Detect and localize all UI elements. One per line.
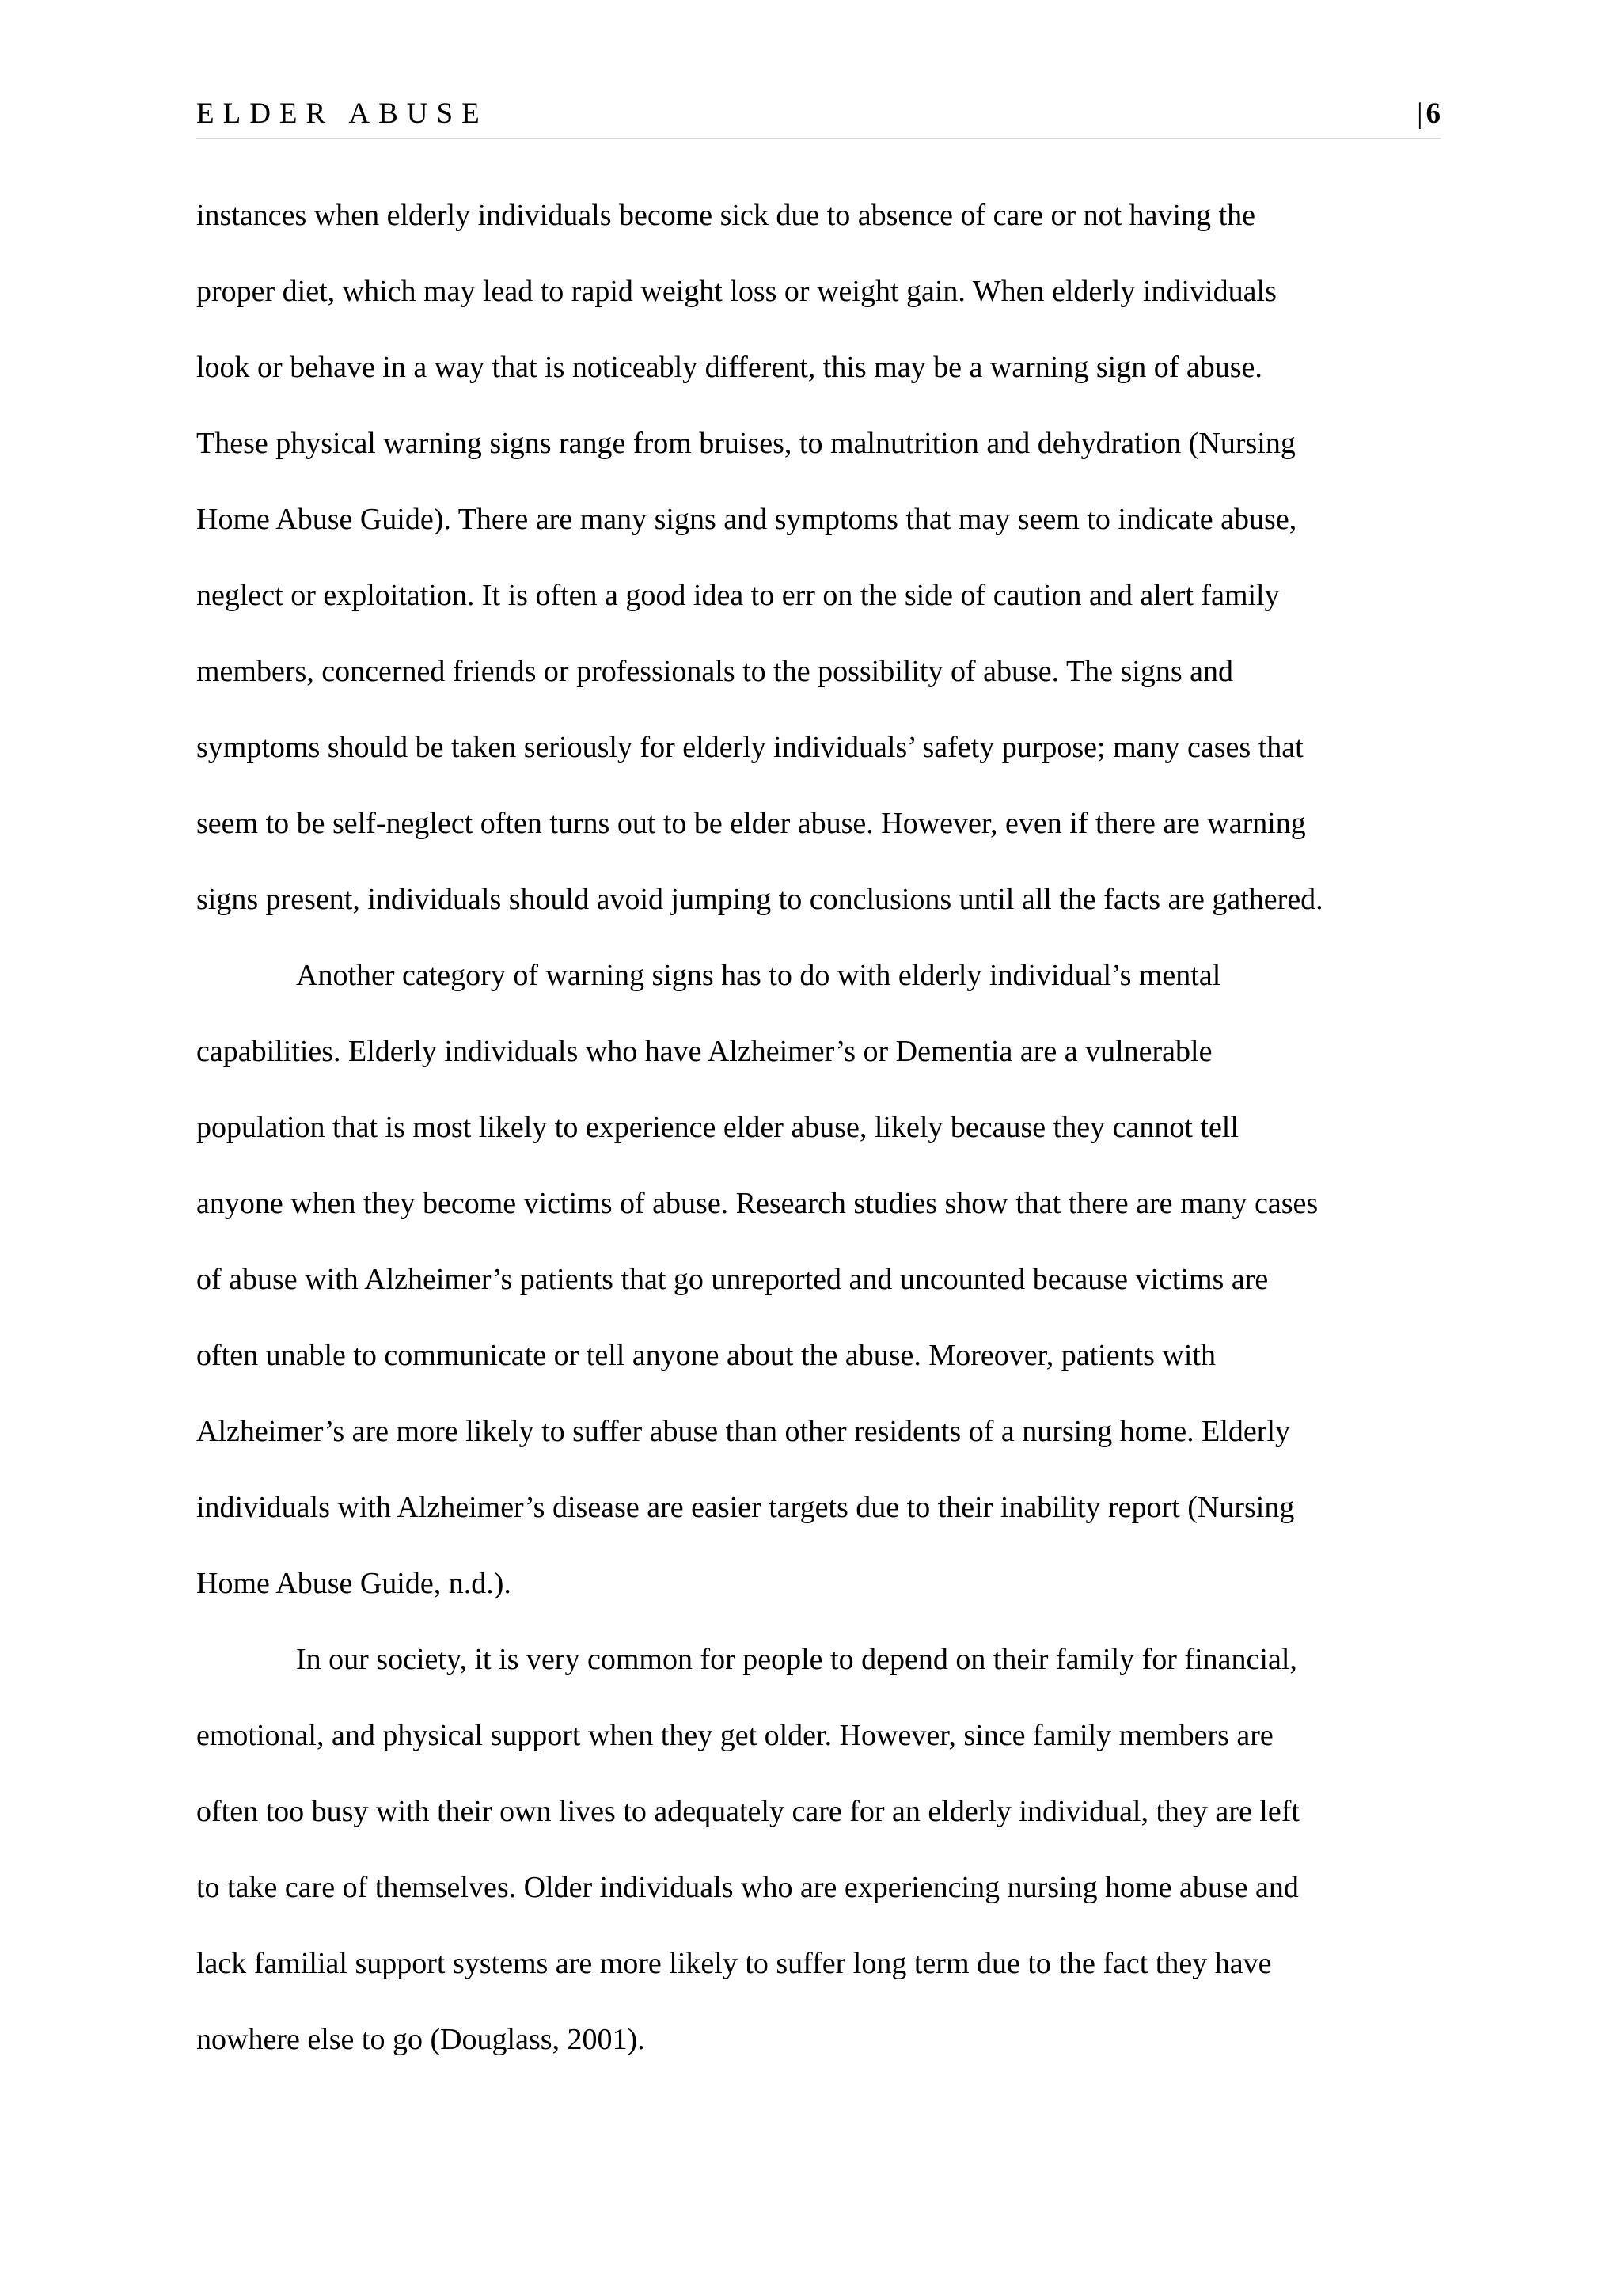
- text-line: seem to be self-neglect often turns out to be elder abuse. However, even if there are warning: [196, 807, 1306, 840]
- text-line: symptoms should be taken seriously for elderly individuals’ safety purpose; many cases that: [196, 731, 1304, 764]
- text-line: Alzheimer’s are more likely to suffer abuse than other residents of a nursing home. Elderly: [196, 1415, 1291, 1448]
- text-line: instances when elderly individuals become sick due to absence of care or not having the: [196, 199, 1255, 232]
- page-header: [196, 93, 1441, 139]
- text-line: emotional, and physical support when they get older. However, since family members are: [196, 1719, 1274, 1752]
- text-line: capabilities. Elderly individuals who have Alzheimer’s or Dementia are a vulnerable: [196, 1035, 1213, 1068]
- text-line: to take care of themselves. Older individuals who are experiencing nursing home abuse and: [196, 1871, 1299, 1904]
- text-line: often unable to communicate or tell anyone about the abuse. Moreover, patients with: [196, 1339, 1216, 1372]
- text-line: nowhere else to go (Douglass, 2001).: [196, 2023, 645, 2056]
- text-line: look or behave in a way that is noticeably different, this may be a warning sign of abuse.: [196, 351, 1262, 384]
- paragraph-first-line: Another category of warning signs has to do with elderly individual’s mental: [296, 959, 1221, 992]
- body-text: [196, 195, 1447, 2095]
- text-line: individuals with Alzheimer’s disease are easier targets due to their inability report (Nursing: [196, 1491, 1295, 1524]
- page-number-value: 6: [1425, 97, 1441, 130]
- text-line: members, concerned friends or professionals to the possibility of abuse. The signs and: [196, 655, 1234, 688]
- page-number-separator: |: [1417, 97, 1423, 130]
- paragraph-first-line: In our society, it is very common for people to depend on their family for financial,: [296, 1643, 1297, 1676]
- text-line: often too busy with their own lives to adequately care for an elderly individual, they are left: [196, 1795, 1300, 1828]
- text-line: of abuse with Alzheimer’s patients that go unreported and uncounted because victims are: [196, 1263, 1269, 1296]
- text-line: anyone when they become victims of abuse. Research studies show that there are many cases: [196, 1187, 1319, 1220]
- text-line: lack familial support systems are more likely to suffer long term due to the fact they have: [196, 1947, 1272, 1980]
- text-line: These physical warning signs range from bruises, to malnutrition and dehydration (Nursing: [196, 427, 1296, 460]
- page-number: [1417, 97, 1441, 131]
- text-line: proper diet, which may lead to rapid weight loss or weight gain. When elderly individuals: [196, 275, 1277, 308]
- text-line: signs present, individuals should avoid jumping to conclusions until all the facts are gathered.: [196, 883, 1323, 916]
- text-line: neglect or exploitation. It is often a good idea to err on the side of caution and alert family: [196, 579, 1280, 612]
- text-line: Home Abuse Guide). There are many signs and symptoms that may seem to indicate abuse,: [196, 503, 1297, 536]
- text-line: Home Abuse Guide, n.d.).: [196, 1567, 511, 1600]
- running-head: ELDER ABUSE: [196, 97, 488, 130]
- text-line: population that is most likely to experience elder abuse, likely because they cannot tell: [196, 1111, 1239, 1144]
